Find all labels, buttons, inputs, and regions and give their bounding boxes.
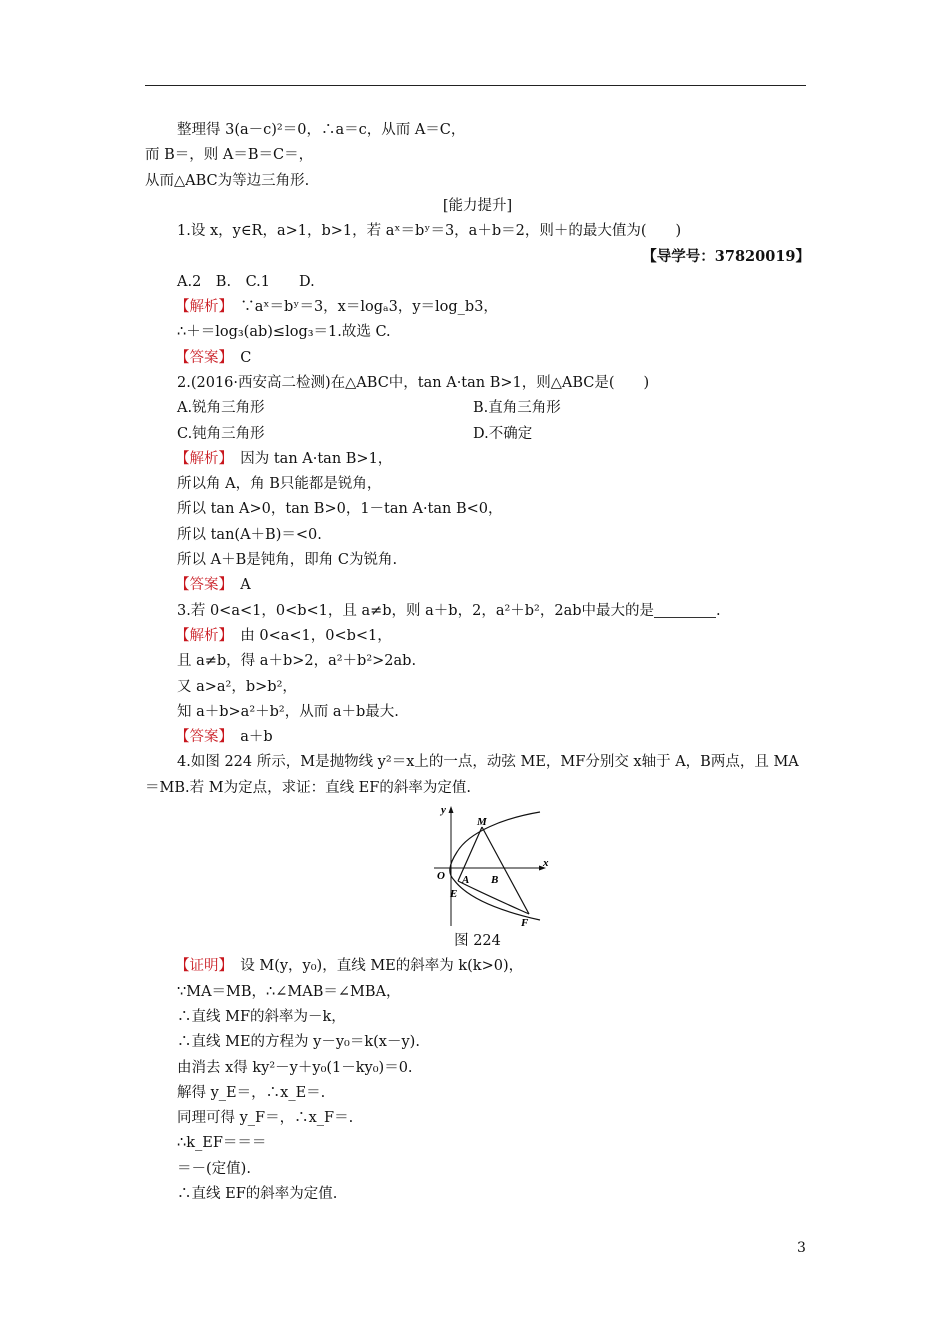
- guide-number: 【导学号：37820019】: [642, 248, 810, 266]
- point-a-label: A: [462, 874, 470, 887]
- text-line: 由消去 x得 ky²－y＋y₀(1－ky₀)＝0.: [177, 1059, 413, 1076]
- answer-1: 【答案】 C: [175, 349, 252, 366]
- text-line: ∴k_EF＝＝＝: [177, 1135, 267, 1152]
- text-line: 从而△ABC为等边三角形.: [145, 172, 310, 189]
- text-line: ＝MB.若 M为定点，求证：直线 EF的斜率为定值.: [145, 779, 471, 796]
- text-line: 所以 tan(A＋B)＝<0.: [177, 526, 322, 543]
- proof-tag: 【证明】: [175, 958, 226, 975]
- question-4: 4.如图 224 所示，M是抛物线 y²＝x上的一点，动弦 ME，MF分别交 x轴于 A，B两点，且 MA: [177, 754, 799, 771]
- section-heading: [能力提升]: [442, 197, 513, 214]
- answer-tag: 【答案】: [175, 729, 226, 746]
- question-3: 3.若 0<a<1，0<b<1，且 a≠b，则 a＋b，2，a²＋b²，2ab中最大的是 .: [177, 602, 721, 619]
- document-body: [145, 118, 810, 1207]
- text-line: 整理得 3(a－c)²＝0，∴a＝c，从而 A＝C，: [177, 122, 466, 138]
- parabola-diagram: [424, 804, 549, 930]
- answer-blank: [654, 603, 716, 618]
- text-line: 而 B＝，则 A＝B＝C＝，: [145, 147, 314, 164]
- analysis-2: 【解析】 因为 tan A·tan B>1，: [175, 450, 393, 467]
- text-line: 又 a>a²，b>b²，: [177, 678, 297, 695]
- answer-tag: 【答案】: [175, 577, 226, 594]
- analysis-1: 【解析】 ∵aˣ＝bʸ＝3，x＝logₐ3，y＝log_b3，: [175, 299, 498, 316]
- question-2-options-row-2: C.钝角三角形 D.不确定: [177, 425, 533, 442]
- text-line: ∴＋＝log₃(ab)≤log₃＝1.故选 C.: [177, 324, 391, 341]
- text-line: 解得 y_E＝，∴x_E＝.: [177, 1084, 326, 1101]
- x-axis-label: x: [543, 857, 549, 870]
- text-line: 且 a≠b，得 a＋b>2，a²＋b²>2ab.: [177, 653, 417, 670]
- point-m-label: M: [477, 816, 487, 829]
- text-line: ∵MA＝MB，∴∠MAB＝∠MBA，: [177, 983, 401, 1000]
- analysis-tag: 【解析】: [175, 450, 226, 467]
- text-line: ∴直线 MF的斜率为－k，: [177, 1008, 346, 1025]
- text-line: ∴直线 ME的方程为 y－y₀＝k(x－y).: [177, 1034, 420, 1051]
- point-e-label: E: [450, 888, 458, 901]
- text-line: 所以角 A，角 B只能都是锐角，: [177, 476, 382, 493]
- point-b-label: B: [491, 874, 499, 887]
- analysis-tag: 【解析】: [175, 627, 226, 644]
- page-number: 3: [797, 1240, 806, 1256]
- analysis-3: 【解析】 由 0<a<1，0<b<1，: [175, 627, 392, 644]
- point-f-label: F: [521, 917, 529, 930]
- analysis-tag: 【解析】: [175, 299, 226, 316]
- y-axis-label: y: [441, 804, 446, 817]
- text-line: 知 a＋b>a²＋b²，从而 a＋b最大.: [177, 703, 399, 720]
- parabola-figure: [177, 804, 810, 929]
- question-2: 2.(2016·西安高二检测)在△ABC中，tan A·tan B>1，则△ABC是( ): [177, 374, 650, 391]
- header-rule: [145, 85, 806, 86]
- text-line: 所以 tan A>0，tan B>0，1－tan A·tan B<0，: [177, 501, 503, 518]
- text-line: 所以 A＋B是钝角，即角 C为锐角.: [177, 552, 398, 569]
- question-2-options-row-1: A.锐角三角形 B.直角三角形: [177, 400, 561, 417]
- question-1-options: A.2 B. C.1 D.: [177, 273, 315, 290]
- proof-4: 【证明】 设 M(y，y₀)，直线 ME的斜率为 k(k>0)，: [175, 958, 524, 975]
- answer-3: 【答案】 a＋b: [175, 729, 273, 746]
- text-line: ∴直线 EF的斜率为定值.: [177, 1185, 338, 1202]
- answer-2: 【答案】 A: [175, 577, 251, 594]
- text-line: 同理可得 y_F＝，∴x_F＝.: [177, 1110, 354, 1127]
- answer-tag: 【答案】: [175, 349, 226, 366]
- origin-label: O: [437, 870, 445, 883]
- text-line: ＝－(定值).: [177, 1160, 251, 1177]
- question-1: 1.设 x，y∈R，a>1，b>1，若 aˣ＝bʸ＝3，a＋b＝2，则＋的最大值为( ): [177, 223, 682, 240]
- figure-caption: 图 224: [454, 933, 501, 950]
